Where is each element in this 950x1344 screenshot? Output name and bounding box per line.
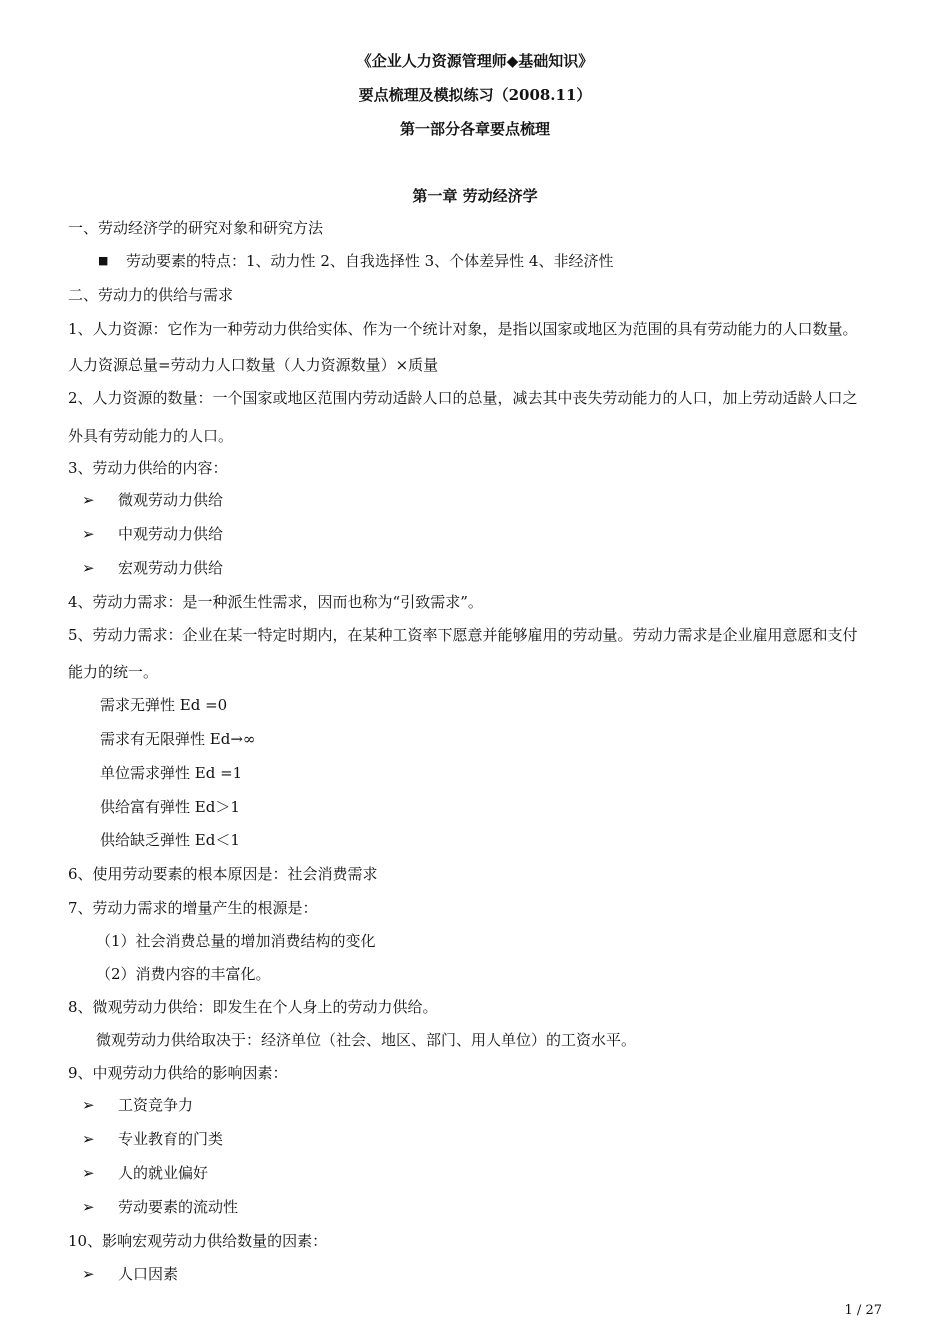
list-item: ➢ 专业教育的门类	[82, 1130, 224, 1148]
paragraph: 1、人力资源：它作为一种劳动力供给实体、作为一个统计对象，是指以国家或地区为范围的具有劳动能力的人口数量。	[68, 320, 858, 338]
paragraph: 微观劳动力供给取决于：经济单位（社会、地区、部门、用人单位）的工资水平。	[96, 1031, 637, 1049]
paragraph: 4、劳动力需求：是一种派生性需求，因而也称为“引致需求”。	[68, 593, 483, 611]
elasticity-line: 供给缺乏弹性 Ed＜1	[100, 831, 240, 849]
paragraph: 3、劳动力供给的内容：	[68, 459, 228, 477]
paragraph: 5、劳动力需求：企业在某一特定时期内，在某种工资率下愿意并能够雇用的劳动量。劳动力需求是企业雇用意愿和支付	[68, 626, 858, 644]
doc-subtitle: 要点梳理及模拟练习（2008.11）	[358, 86, 592, 104]
paragraph: 8、微观劳动力供给：即发生在个人身上的劳动力供给。	[68, 998, 438, 1016]
list-item: ➢ 工资竞争力	[82, 1096, 194, 1114]
chapter-title: 第一章 劳动经济学	[412, 187, 538, 205]
paragraph: 9、中观劳动力供给的影响因素：	[68, 1064, 288, 1082]
part-title: 第一部分各章要点梳理	[399, 120, 550, 138]
list-item: ➢ 人口因素	[82, 1265, 179, 1283]
section-heading: 一、劳动经济学的研究对象和研究方法	[68, 219, 324, 237]
section-heading: 二、劳动力的供给与需求	[68, 286, 234, 304]
page-number: 1 / 27	[844, 1303, 882, 1318]
list-item: ➢ 人的就业偏好	[82, 1164, 209, 1182]
arrow-bullet-icon: ➢	[82, 1164, 95, 1182]
paragraph: 10、影响宏观劳动力供给数量的因素：	[68, 1232, 328, 1250]
list-item: （1）社会消费总量的增加消费结构的变化	[96, 932, 376, 950]
arrow-bullet-icon: ➢	[82, 1130, 95, 1148]
square-bullet-icon: ■	[98, 254, 109, 267]
doc-title: 《企业人力资源管理师◆基础知识》	[356, 52, 594, 70]
list-item: ➢ 中观劳动力供给	[82, 525, 224, 543]
list-item: （2）消费内容的丰富化。	[96, 965, 271, 983]
paragraph: 外具有劳动能力的人口。	[68, 427, 234, 445]
arrow-bullet-icon: ➢	[82, 1096, 95, 1114]
paragraph: 人力资源总量=劳动力人口数量（人力资源数量）×质量	[68, 356, 439, 374]
paragraph: 6、使用劳动要素的根本原因是：社会消费需求	[68, 865, 378, 883]
list-item: ➢ 宏观劳动力供给	[82, 559, 224, 577]
arrow-bullet-icon: ➢	[82, 1265, 95, 1283]
arrow-bullet-icon: ➢	[82, 525, 95, 543]
arrow-bullet-icon: ➢	[82, 559, 95, 577]
paragraph: 2、人力资源的数量：一个国家或地区范围内劳动适龄人口的总量，减去其中丧失劳动能力的人口，加上劳动适龄人口之	[68, 389, 858, 407]
paragraph: 7、劳动力需求的增量产生的根源是：	[68, 899, 318, 917]
arrow-bullet-icon: ➢	[82, 1198, 95, 1216]
list-item: ➢ 劳动要素的流动性	[82, 1198, 239, 1216]
list-item: ➢ 微观劳动力供给	[82, 491, 224, 509]
elasticity-line: 需求有无限弹性 Ed→∞	[100, 730, 256, 748]
arrow-bullet-icon: ➢	[82, 491, 95, 509]
elasticity-line: 需求无弹性 Ed =0	[100, 696, 228, 714]
elasticity-line: 单位需求弹性 Ed =1	[100, 764, 243, 782]
elasticity-line: 供给富有弹性 Ed＞1	[100, 798, 240, 816]
paragraph: 能力的统一。	[68, 663, 159, 681]
list-item: ■ 劳动要素的特点：1、动力性 2、自我选择性 3、个体差异性 4、非经济性	[98, 252, 614, 270]
